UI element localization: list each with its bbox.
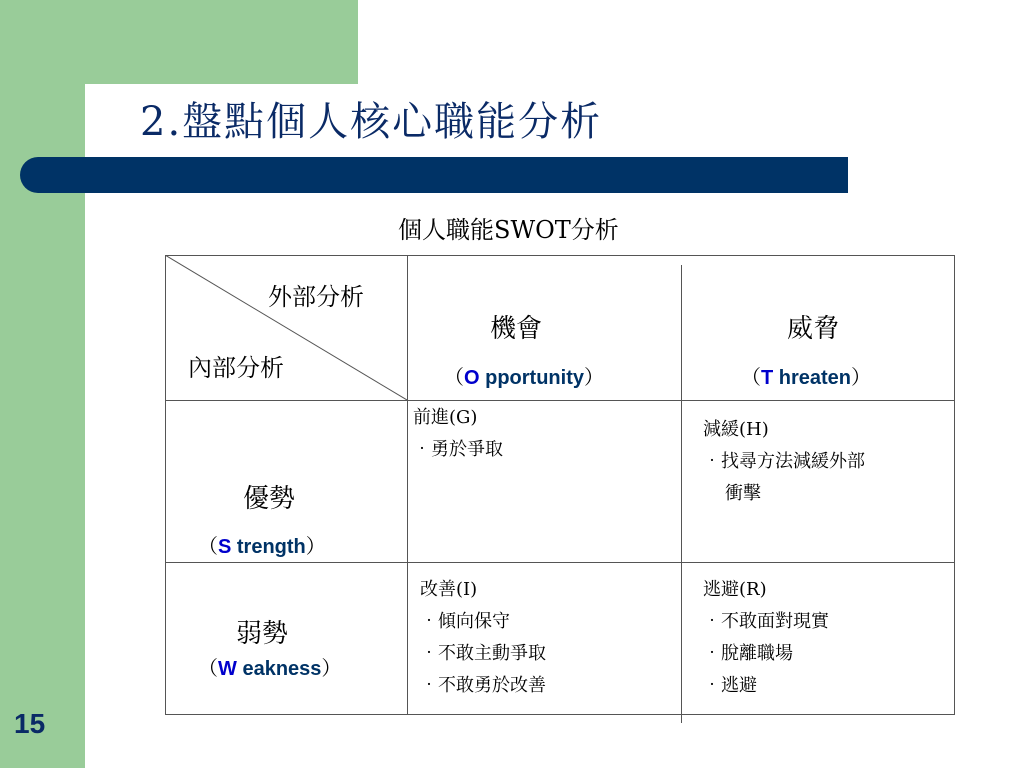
table-caption: 個人職能SWOT分析 (398, 216, 619, 244)
opportunity-heading: 機會 (490, 314, 543, 344)
weakness-english: （W eakness） (198, 656, 342, 680)
wt-heading: 逃避(R) (703, 579, 767, 600)
corner-curve (85, 84, 145, 144)
top-green-block (85, 0, 358, 84)
so-heading: 前進(G) (413, 407, 478, 428)
opportunity-letter: O (464, 367, 480, 389)
st-item: ‧找尋方法減緩外部 (703, 451, 865, 472)
threat-letter: T (761, 367, 774, 389)
external-analysis-label: 外部分析 (268, 283, 364, 311)
st-item: 衝擊 (725, 483, 761, 504)
wt-item: ‧不敢面對現實 (703, 611, 829, 632)
opportunity-english: （O pportunity） (444, 365, 604, 389)
st-cell (703, 414, 865, 510)
st-heading: 減緩(H) (703, 419, 769, 440)
wt-item: ‧脫離職場 (703, 643, 793, 664)
title-underline-bar (20, 157, 848, 193)
wo-item: ‧不敢勇於改善 (420, 675, 546, 696)
slide-title: 2.盤點個人核心職能分析 (140, 99, 603, 145)
threat-heading: 威脅 (787, 314, 840, 344)
wo-item: ‧傾向保守 (420, 611, 510, 632)
wt-item: ‧逃避 (703, 675, 757, 696)
row-divider-1 (165, 400, 955, 401)
left-green-bar (0, 0, 85, 768)
so-cell (413, 402, 503, 466)
page-number: 15 (14, 708, 46, 739)
wt-cell (703, 574, 829, 702)
strength-english: （S trength） (198, 534, 326, 558)
so-item: ‧勇於爭取 (413, 439, 503, 460)
col-divider-1 (407, 255, 408, 715)
row-divider-2 (165, 562, 955, 563)
weakness-letter: W (218, 658, 237, 680)
wo-cell (420, 574, 546, 702)
strength-letter: S (218, 536, 232, 558)
internal-analysis-label: 內部分析 (188, 354, 284, 382)
strength-heading: 優勢 (243, 484, 296, 514)
wo-item: ‧不敢主動爭取 (420, 643, 546, 664)
threat-english: （T hreaten） (741, 365, 872, 389)
col-divider-2 (681, 265, 682, 723)
weakness-heading: 弱勢 (236, 619, 289, 649)
wo-heading: 改善(I) (420, 579, 478, 600)
